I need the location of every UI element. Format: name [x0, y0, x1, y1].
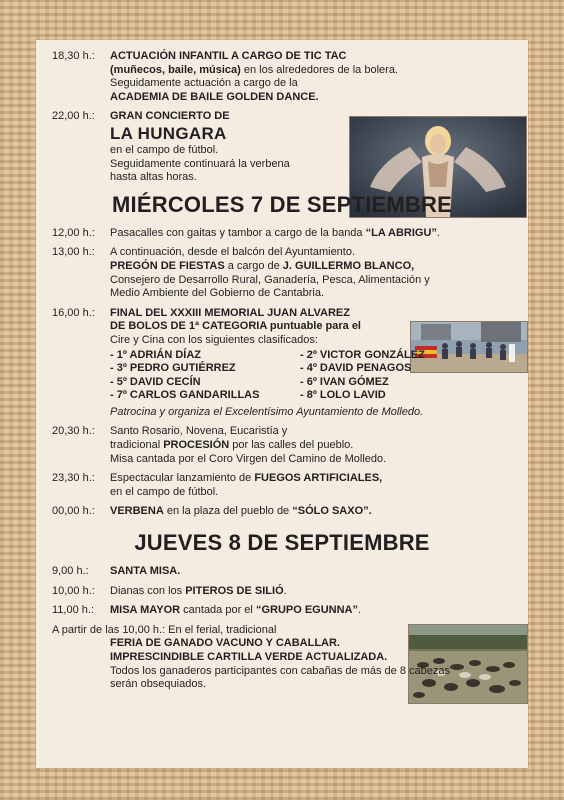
sponsor-note: Patrocina y organiza el Excelentísimo Ayuntamiento de Molledo. [110, 405, 424, 418]
event-line-bold: J. GUILLERMO BLANCO, [282, 259, 415, 272]
event-time: 12,00 h.: [52, 226, 95, 239]
event-time: 9,00 h.: [52, 565, 89, 578]
event-line-bold: (muñecos, baile, música) [110, 63, 241, 76]
event-description [110, 307, 522, 420]
event-line: hasta altas horas. [110, 171, 197, 184]
event-line: ACADEMIA DE BAILE GOLDEN DANCE. [110, 90, 319, 103]
player-item: - 6º IVAN GÓMEZ [300, 375, 389, 388]
event-description [110, 505, 522, 519]
event-time: 11,00 h.: [52, 604, 94, 617]
event-line: A partir de las 10,00 h.: En el ferial, tradicional [52, 623, 277, 636]
player-item: - 7º CARLOS GANDARILLAS [110, 389, 260, 402]
event-line-bold: “GRUPO EGUNNA” [255, 604, 358, 617]
event-line-bold: PREGÓN DE FIESTAS [110, 259, 225, 272]
event-description [52, 637, 522, 691]
event-line [110, 472, 522, 486]
event-line-text: en los alrededores de la bolera. [240, 63, 398, 76]
event-time: 16,00 h.: [52, 306, 95, 319]
event-line-bold: PROCESIÓN [163, 439, 230, 452]
event-2200 [52, 110, 522, 184]
event-description [110, 425, 522, 466]
player-item: - 2º VICTOR GONZÁLEZ [300, 348, 425, 361]
players-list [110, 349, 522, 403]
event-line-bold: PITEROS DE SILIÓ [185, 584, 284, 597]
event-time: 20,30 h.: [52, 425, 95, 438]
event-line-text: a cargo de [224, 259, 283, 272]
event-line: IMPRESCINDIBLE CARTILLA VERDE ACTUALIZADA. [110, 651, 388, 663]
event-line [110, 260, 522, 274]
event-line: DE BOLOS DE 1ª CATEGORIA puntuable para el [110, 320, 361, 333]
event-line: Misa cantada por el Coro Virgen del Camino de Molledo. [110, 452, 387, 465]
event-2030 [52, 425, 522, 466]
player-item: - 1º ADRIÁN DÍAZ [110, 348, 201, 361]
event-line-text: en la plaza del pueblo de [163, 505, 293, 518]
event-line-text: cantada por el [180, 604, 256, 617]
event-description [110, 246, 522, 300]
event-time: 00,00 h.: [52, 505, 95, 518]
event-line: Todos los ganaderos participantes con cabañas de más de 8 cabezas [110, 664, 450, 677]
event-line-text: . [283, 584, 287, 597]
event-0900 [52, 565, 522, 579]
event-line: serán obsequiados. [110, 678, 207, 691]
event-1200 [52, 227, 522, 241]
player-item: - 3º PEDRO GUTIÉRREZ [110, 362, 236, 375]
event-line: ACTUACIÓN INFANTIL A CARGO DE TIC TAC [110, 50, 347, 62]
event-line-bold: VERBENA [110, 505, 164, 518]
event-line [110, 439, 522, 453]
event-line: FERIA DE GANADO VACUNO Y CABALLAR. [110, 637, 340, 650]
program-content [52, 50, 522, 692]
event-description [110, 604, 522, 618]
event-1600 [52, 307, 522, 420]
event-time: 22,00 h.: [52, 110, 95, 123]
player-item: - 5º DAVID CECÍN [110, 375, 201, 388]
event-1000 [52, 585, 522, 599]
event-1830 [52, 50, 522, 104]
event-line-text: . [358, 604, 362, 617]
artist-name: LA HUNGARA [110, 123, 227, 143]
event-line: Seguidamente actuación a cargo de la [110, 77, 298, 90]
event-description [110, 472, 522, 499]
player-item: - 8º LOLO LAVID [300, 389, 386, 402]
event-line: Santo Rosario, Novena, Eucaristía y [110, 425, 288, 438]
event-time: 23,30 h.: [52, 472, 95, 485]
event-line [110, 64, 522, 78]
event-description [110, 110, 522, 184]
event-description [110, 585, 522, 599]
event-time: 18,30 h.: [52, 50, 95, 62]
event-line-text: Dianas con los [110, 584, 186, 597]
event-line-text: . [436, 226, 440, 239]
event-1300 [52, 246, 522, 300]
event-line-text: Espectacular lanzamiento de [110, 472, 255, 485]
event-0000 [52, 505, 522, 519]
event-description [110, 227, 522, 241]
event-description [110, 50, 522, 104]
event-line-text: tradicional [110, 439, 164, 452]
event-1100 [52, 604, 522, 618]
event-description: SANTA MISA. [110, 565, 181, 578]
event-line: A continuación, desde el balcón del Ayuntamiento. [110, 246, 356, 259]
event-line-bold: “SÓLO SAXO”. [292, 505, 372, 518]
event-line: Seguidamente continuará la verbena [110, 157, 290, 170]
day-heading-thursday: JUEVES 8 DE SEPTIEMBRE [134, 530, 430, 556]
event-line-bold: “LA ABRIGU” [365, 226, 437, 239]
event-line: Consejero de Desarrollo Rural, Ganadería, Pesca, Alimentación y [110, 273, 430, 286]
event-line-bold: MISA MAYOR [110, 604, 181, 617]
event-line: en el campo de fútbol. [110, 485, 219, 498]
event-line-text: por las calles del pueblo. [229, 439, 354, 452]
event-line-bold: FUEGOS ARTIFICIALES, [254, 472, 383, 485]
event-line: Cire y Cina con los siguientes clasificados: [110, 333, 318, 346]
event-line: GRAN CONCIERTO DE [110, 110, 230, 123]
event-line: Medio Ambiente del Gobierno de Cantabria. [110, 287, 325, 300]
day-heading-wednesday: MIÉRCOLES 7 DE SEPTIEMBRE [112, 191, 452, 217]
event-time: 10,00 h.: [52, 584, 95, 597]
event-feria [52, 624, 522, 692]
event-line: en el campo de fútbol. [110, 143, 219, 156]
event-2330 [52, 472, 522, 499]
player-item: - 4º DAVID PENAGOS [300, 362, 412, 375]
event-line-text: Pasacalles con gaitas y tambor a cargo de la banda [110, 226, 366, 239]
event-line: FINAL DEL XXXIII MEMORIAL JUAN ALVAREZ [110, 306, 350, 319]
event-time: 13,00 h.: [52, 246, 95, 259]
